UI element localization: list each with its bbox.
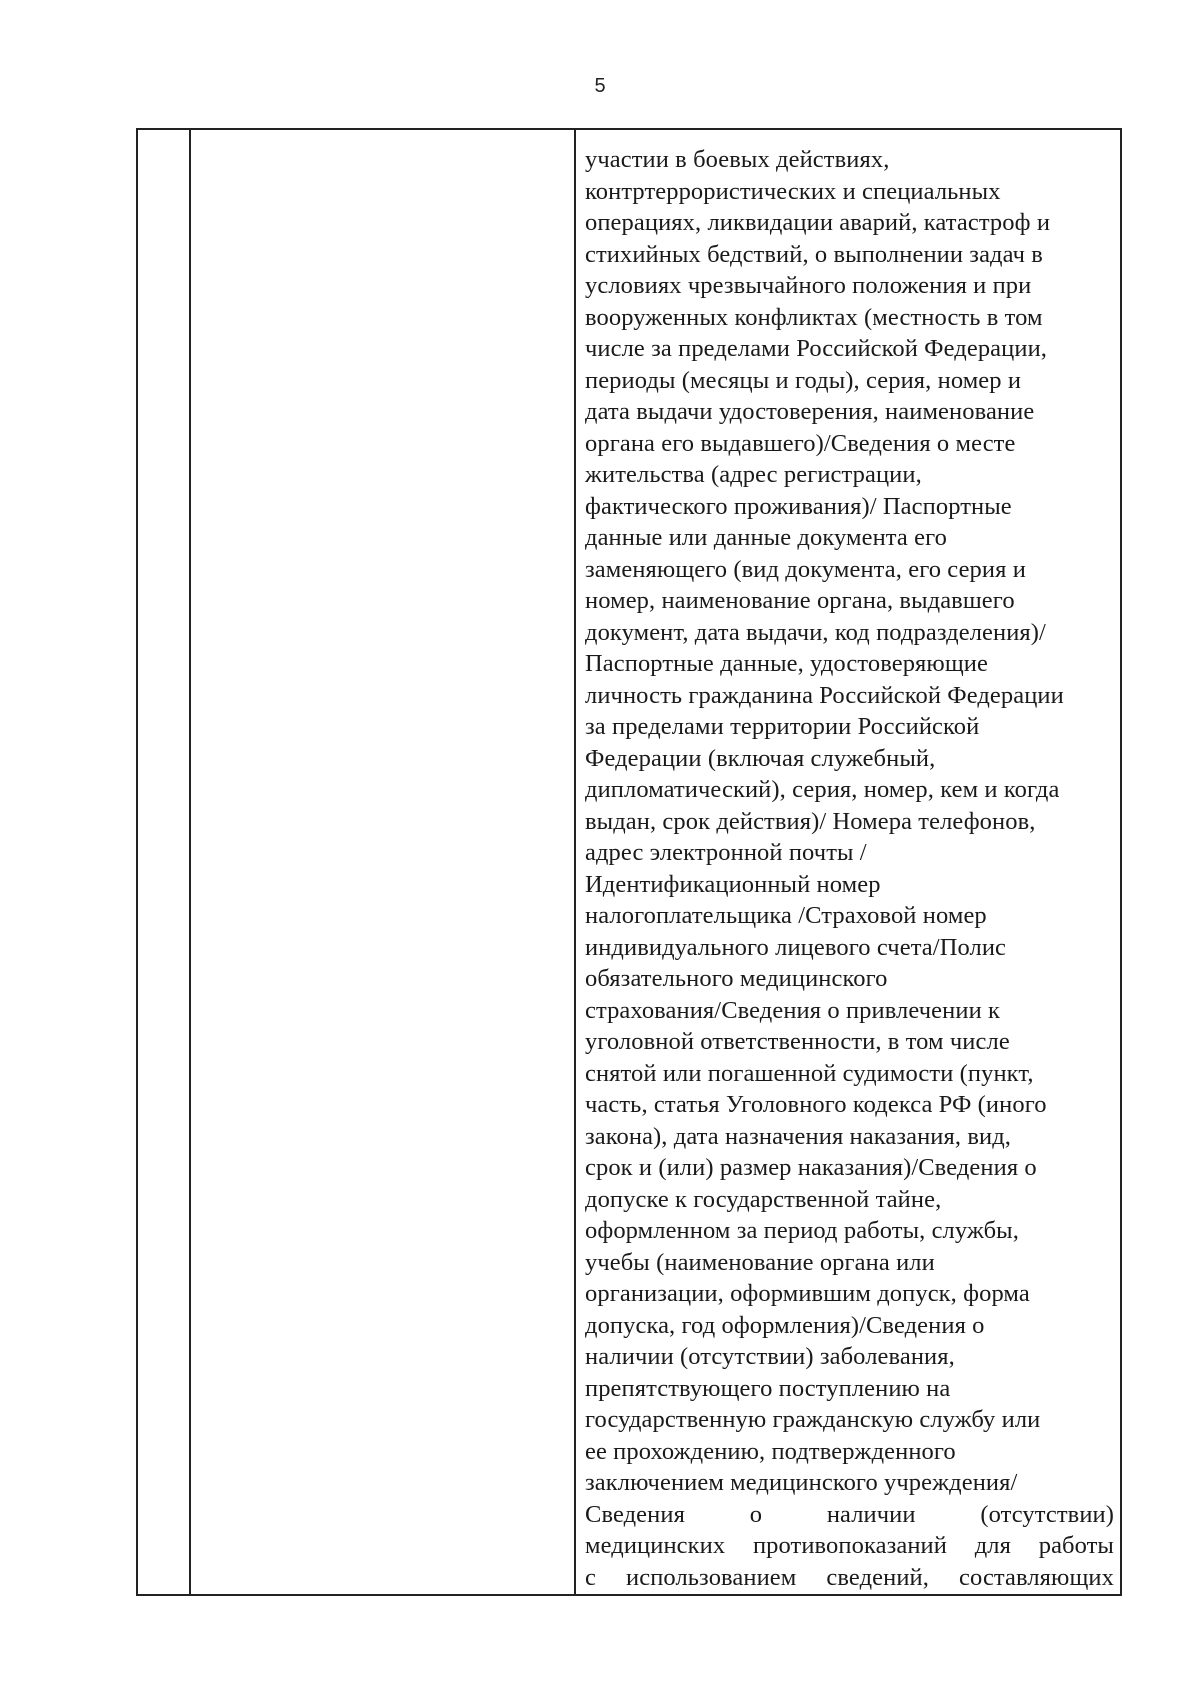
page-number: 5 [594,75,606,97]
content-line: вооруженных конфликтах (местность в том [585,303,1043,331]
content-line: органа его выдавшего)/Сведения о месте [585,429,1016,457]
content-line: стихийных бедствий, о выполнении задач в [585,240,1043,268]
content-line: медицинских противопоказаний для работы [585,1532,1114,1559]
content-line: снятой или погашенной судимости (пункт, [585,1059,1034,1087]
content-line: страхования/Сведения о привлечении к [585,996,1001,1024]
row-content-cell [576,130,1120,1594]
content-line: наличии (отсутствии) заболевания, [585,1343,955,1370]
content-line: оформленном за период работы, службы, [585,1217,1019,1244]
content-line: адрес электронной почты / [585,839,867,866]
content-line: часть, статья Уголовного кодекса РФ (иного [585,1091,1047,1118]
content-line: дата выдачи удостоверения, наименование [585,398,1035,425]
content-line: обязательного медицинского [585,965,888,992]
content-line: с использованием сведений, составляющих [585,1563,1114,1591]
content-line: данные или данные документа его [585,524,947,551]
content-line: периоды (месяцы и годы), серия, номер и [585,366,1022,394]
content-line: государственную гражданскую службу или [585,1406,1041,1433]
content-line: закона), дата назначения наказания, вид, [585,1122,1012,1150]
content-line: выдан, срок действия)/ Номера телефонов, [585,807,1036,835]
document-table [136,128,1122,1596]
content-line: фактического проживания)/ Паспортные [585,492,1012,520]
content-line: ее прохождению, подтвержденного [585,1437,956,1465]
content-line: уголовной ответственности, в том числе [585,1028,1010,1055]
content-line: участии в боевых действиях, [585,146,890,173]
content-line: Федерации (включая служебный, [585,744,936,772]
row-number-cell [138,130,191,1594]
content-line: условиях чрезвычайного положения и при [585,272,1032,299]
content-line: Паспортные данные, удостоверяющие [585,650,988,677]
content-line: организации, оформившим допуск, форма [585,1280,1030,1307]
content-line: операциях, ликвидации аварий, катастроф и [585,209,1051,236]
content-line: жительства (адрес регистрации, [585,461,922,488]
content-line: за пределами территории Российской [585,713,980,740]
content-line: личность гражданина Российской Федерации [585,681,1064,709]
content-line: учебы (наименование органа или [585,1248,935,1276]
content-line: срок и (или) размер наказания)/Сведения о [585,1154,1037,1181]
content-line: допуска, год оформления)/Сведения о [585,1311,985,1339]
content-line: препятствующего поступлению на [585,1374,951,1402]
content-line: заменяющего (вид документа, его серия и [585,555,1026,583]
content-line: налогоплательщика /Страховой номер [585,902,987,929]
content-line: допуске к государственной тайне, [585,1185,942,1213]
content-line: документ, дата выдачи, код подразделения)/ [585,618,1046,646]
content-line: Идентификационный номер [585,870,881,898]
row-name-cell [191,130,576,1594]
content-line: числе за пределами Российской Федерации, [585,335,1047,362]
content-line: индивидуального лицевого счета/Полис [585,933,1007,961]
content-line: заключением медицинского учреждения/ [585,1469,1018,1496]
content-line: дипломатический), серия, номер, кем и когда [585,776,1060,803]
content-line: номер, наименование органа, выдавшего [585,587,1015,614]
content-line: Сведения о наличии (отсутствии) [585,1500,1114,1528]
content-line: контртеррористических и специальных [585,177,1001,205]
